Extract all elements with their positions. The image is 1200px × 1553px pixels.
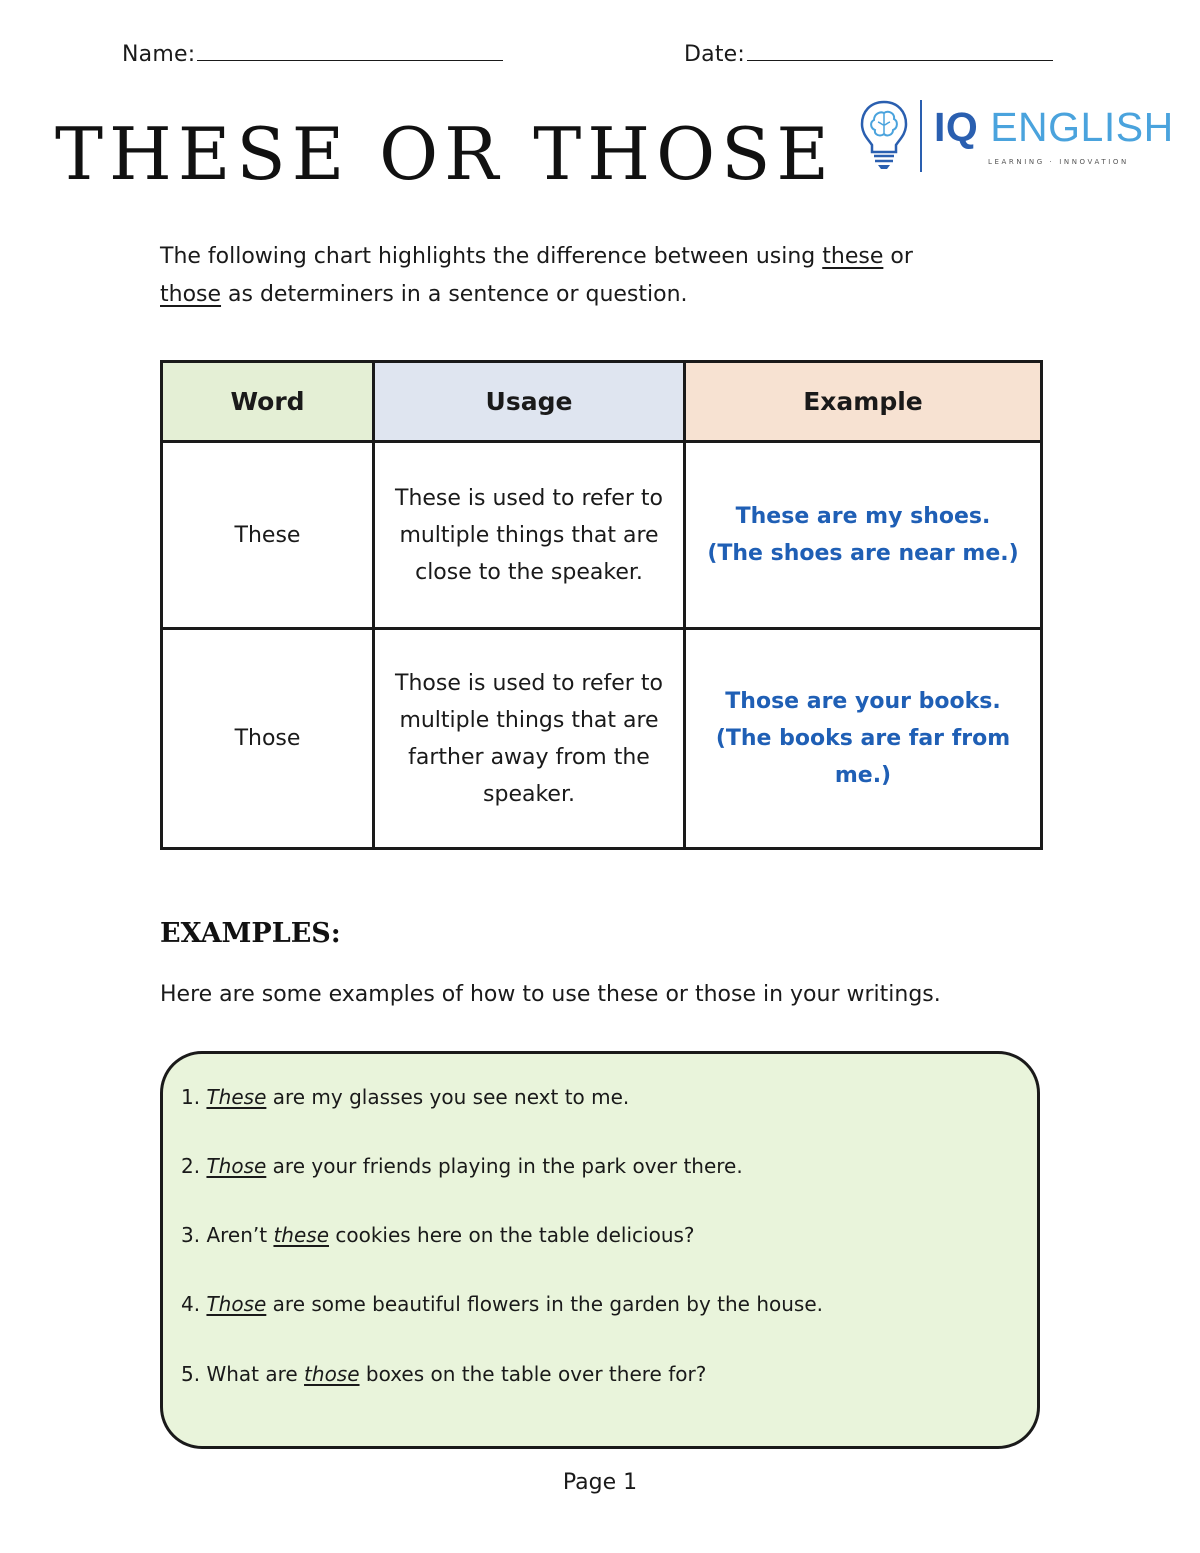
date-label: Date: [684, 42, 745, 67]
cell-usage: Those is used to refer to multiple things that are farther away from the speaker. [374, 629, 685, 849]
page-title: THESE OR THOSE [55, 112, 835, 196]
header-example: Example [685, 362, 1042, 442]
cell-word: These [162, 442, 374, 629]
list-item: 3. Aren’t these cookies here on the table delicious? [181, 1223, 695, 1247]
cell-example [685, 629, 1042, 849]
logo-english: ENGLISH [990, 104, 1174, 150]
intro-paragraph [160, 238, 1040, 314]
logo-tagline: LEARNING · INNOVATION [988, 158, 1129, 166]
table-row [162, 442, 1042, 629]
cell-word: Those [162, 629, 374, 849]
examples-intro: Here are some examples of how to use these or those in your writings. [160, 982, 941, 1007]
name-blank-line[interactable] [197, 42, 503, 61]
intro-word-these: these [822, 244, 884, 269]
list-item: 5. What are those boxes on the table over there for? [181, 1362, 707, 1386]
these-those-chart [160, 360, 1043, 850]
table-row [162, 629, 1042, 849]
name-label: Name: [122, 42, 196, 67]
date-field[interactable] [684, 42, 1053, 67]
lightbulb-brain-icon [858, 98, 910, 172]
examples-heading: EXAMPLES: [160, 918, 341, 949]
list-item: 4. Those are some beautiful flowers in the garden by the house. [181, 1292, 823, 1316]
intro-text-3: as determiners in a sentence or question. [221, 282, 688, 307]
example-keyword: Those [206, 1154, 267, 1178]
date-blank-line[interactable] [747, 42, 1053, 61]
example-note: (The shoes are near me.) [707, 541, 1019, 566]
header-word: Word [162, 362, 374, 442]
logo-wordmark [934, 104, 1174, 151]
cell-usage: These is used to refer to multiple things that are close to the speaker. [374, 442, 685, 629]
list-item: 1. These are my glasses you see next to me. [181, 1085, 630, 1109]
cell-example [685, 442, 1042, 629]
header-usage: Usage [374, 362, 685, 442]
intro-text-1: The following chart highlights the difference between using [160, 244, 823, 269]
intro-text-2: or [883, 244, 913, 269]
example-keyword: those [304, 1362, 360, 1386]
example-keyword: Those [206, 1292, 267, 1316]
example-keyword: these [273, 1223, 329, 1247]
logo-iq: IQ [934, 104, 979, 150]
page-number: Page 1 [562, 1470, 638, 1495]
example-note: (The books are far from me.) [715, 726, 1011, 788]
example-keyword: These [206, 1085, 267, 1109]
iq-english-logo [858, 98, 1188, 172]
name-field[interactable] [122, 42, 503, 67]
list-item: 2. Those are your friends playing in the park over there. [181, 1154, 743, 1178]
logo-divider [920, 100, 922, 172]
examples-box [160, 1051, 1040, 1449]
table-header-row [162, 362, 1042, 442]
example-sentence: Those are your books. [725, 689, 1001, 714]
example-sentence: These are my shoes. [735, 504, 991, 529]
intro-word-those: those [160, 282, 222, 307]
